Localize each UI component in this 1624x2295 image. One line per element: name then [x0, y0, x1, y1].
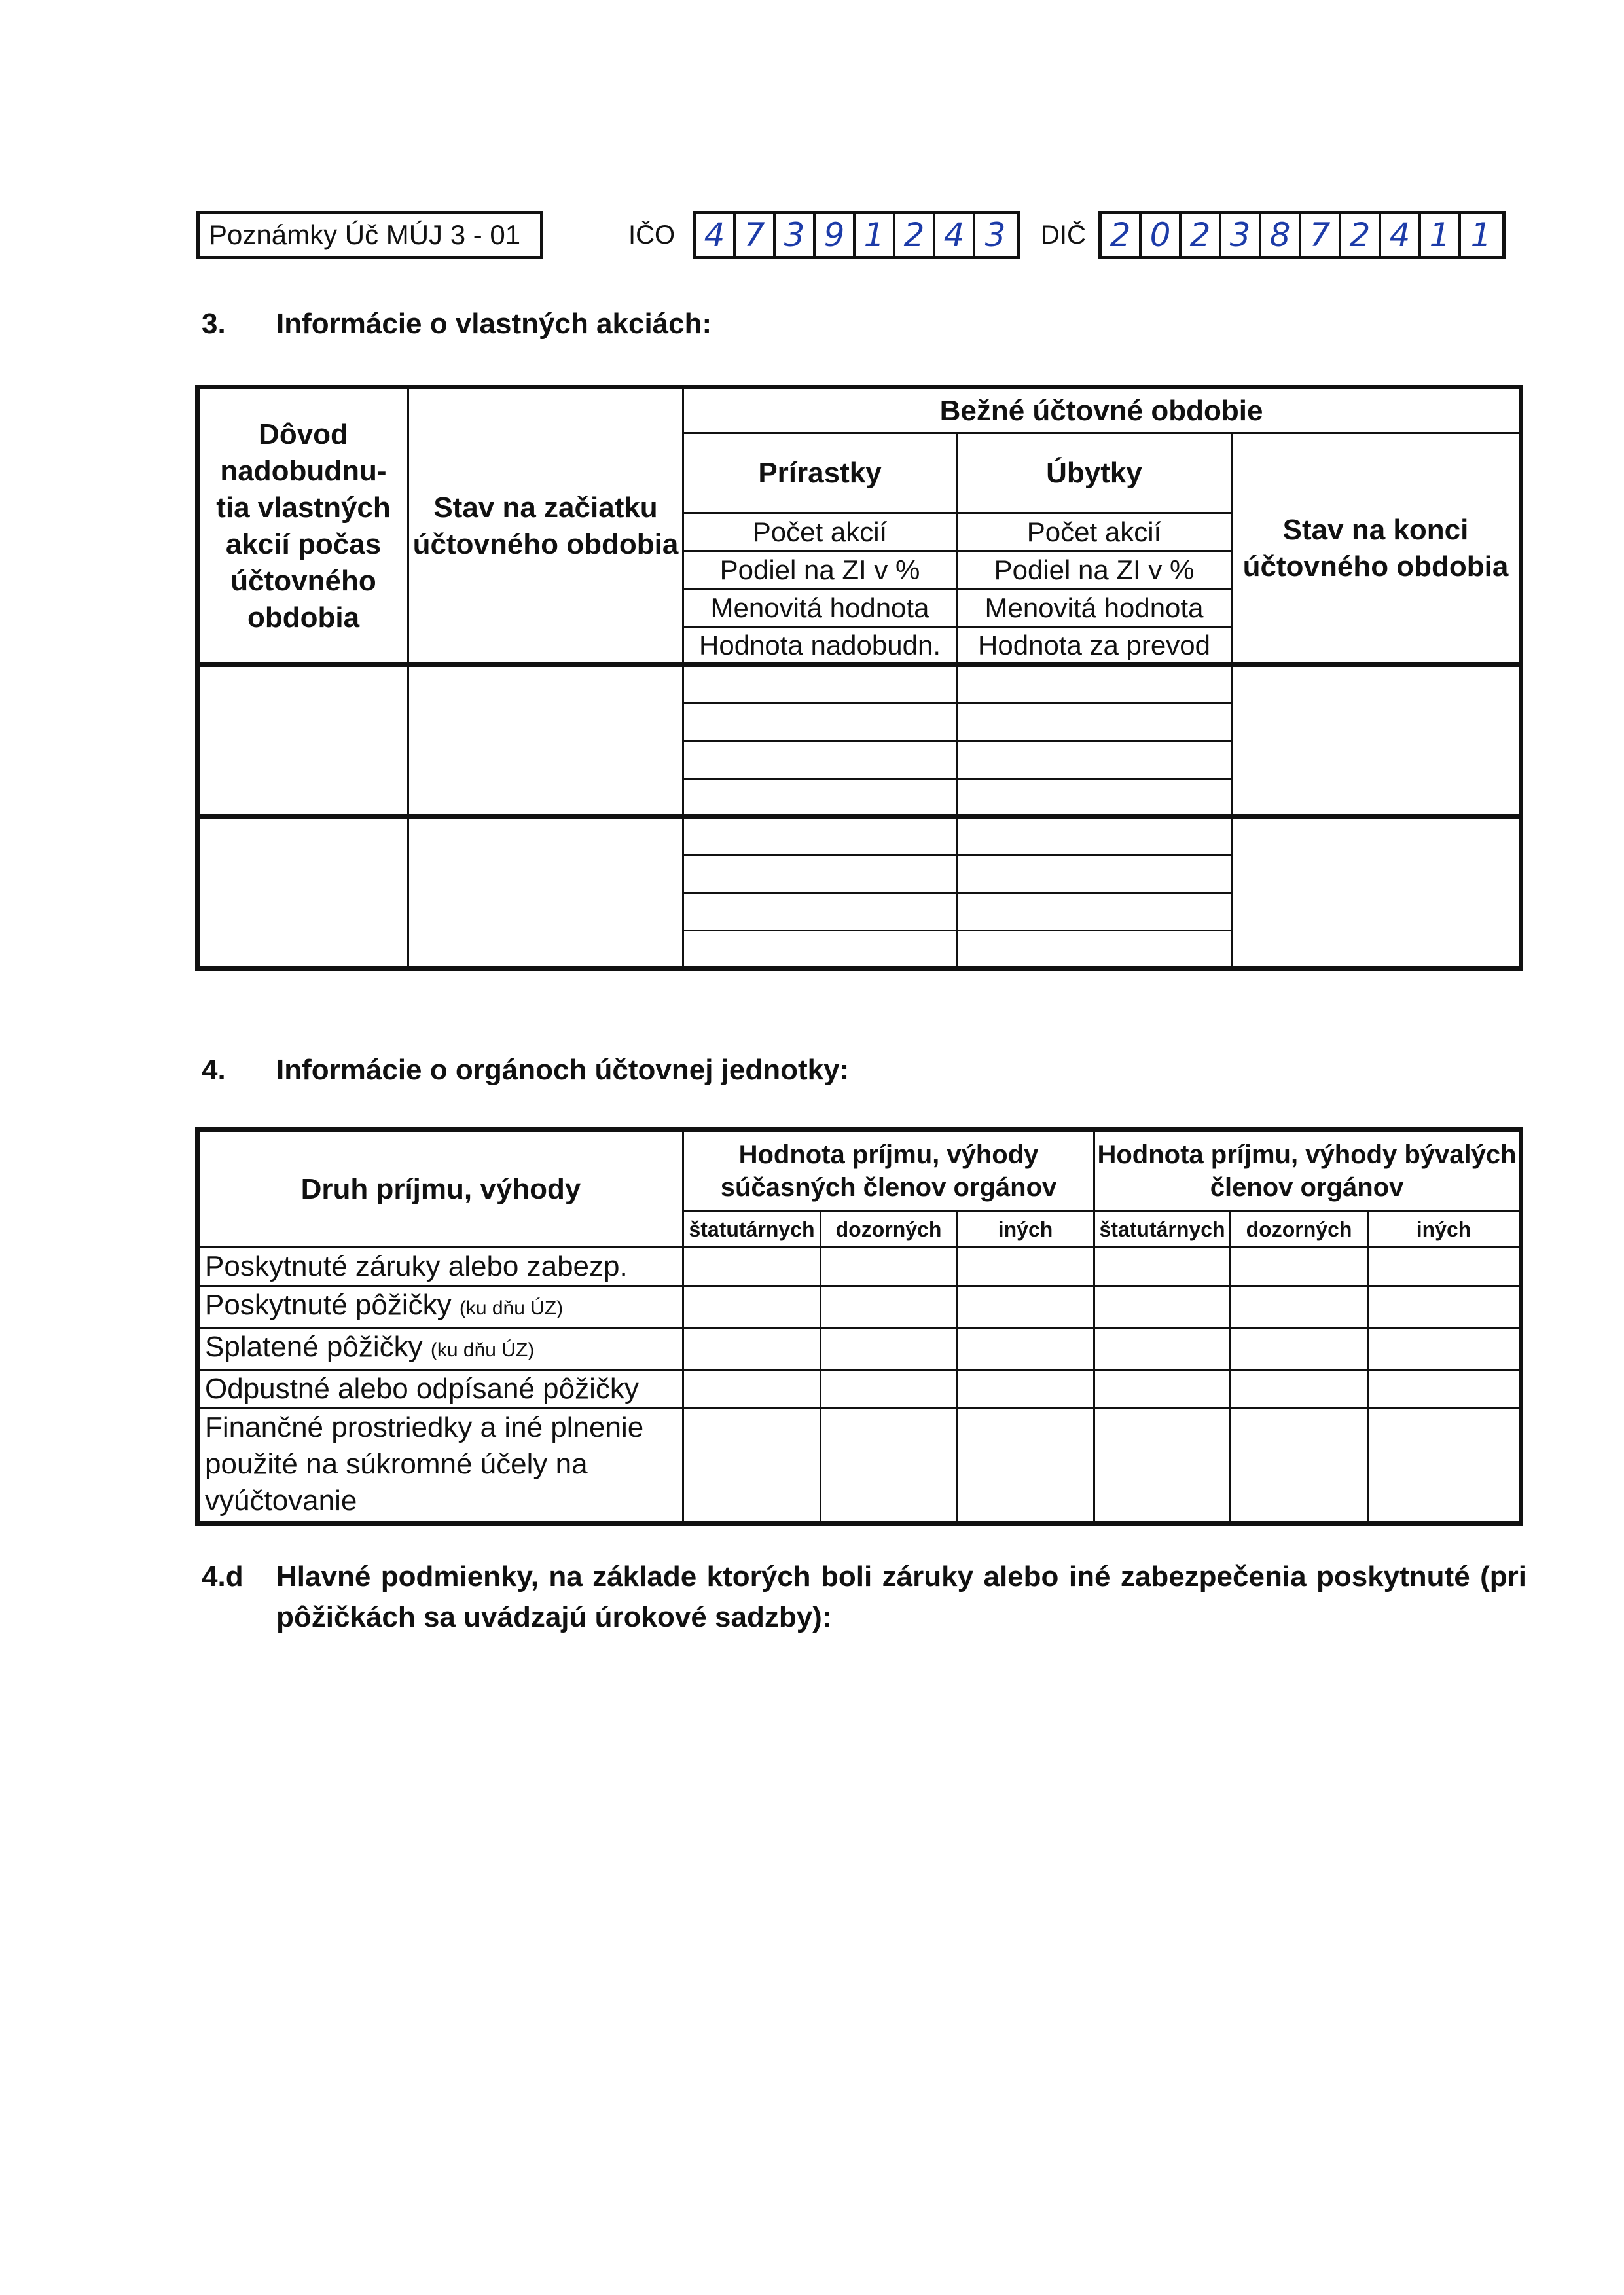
col-end-header: Stav na konci účtovného obdobia	[1232, 433, 1521, 665]
red-cell[interactable]	[957, 893, 1232, 931]
dic-digit: 8	[1261, 214, 1301, 256]
value-cell[interactable]	[1368, 1409, 1521, 1524]
add-cell[interactable]	[683, 817, 957, 855]
red-item: Podiel na ZI v %	[957, 551, 1232, 589]
value-cell[interactable]	[957, 1328, 1094, 1370]
add-item: Podiel na ZI v %	[683, 551, 957, 589]
value-cell[interactable]	[1094, 1409, 1231, 1524]
row-label: Poskytnuté záruky alebo zabezp.	[198, 1248, 683, 1286]
ico-digit: 2	[895, 214, 935, 256]
value-cell[interactable]	[1368, 1370, 1521, 1409]
add-cell[interactable]	[683, 741, 957, 779]
value-cell[interactable]	[1231, 1370, 1368, 1409]
red-cell[interactable]	[957, 703, 1232, 741]
sub-col-statutory: štatutárnych	[683, 1211, 821, 1248]
col-reason-header: Dôvod nadobudnu-tia vlastných akcií počas účtovného obdobia	[198, 388, 408, 665]
dic-digit: 1	[1470, 216, 1492, 254]
ico-digit: 3	[776, 214, 816, 256]
ico-digit: 4	[696, 214, 736, 256]
value-cell[interactable]	[683, 1328, 821, 1370]
sub-col-supervisory: dozorných	[821, 1211, 957, 1248]
row-label: Poskytnuté pôžičky (ku dňu ÚZ)	[198, 1286, 683, 1328]
value-cell[interactable]	[821, 1286, 957, 1328]
add-item: Hodnota nadobudn.	[683, 627, 957, 665]
section-4-title: Informácie o orgánoch účtovnej jednotky:	[276, 1054, 850, 1086]
value-cell[interactable]	[957, 1370, 1094, 1409]
value-cell[interactable]	[1231, 1409, 1368, 1524]
start-cell[interactable]	[408, 817, 683, 969]
current-members-header: Hodnota príjmu, výhody súčasných členov orgánov	[683, 1130, 1094, 1211]
dic-digit: 7	[1301, 214, 1341, 256]
reductions-header: Úbytky	[957, 433, 1232, 513]
dic-field[interactable]	[1098, 211, 1506, 259]
value-cell[interactable]	[1368, 1328, 1521, 1370]
period-header: Bežné účtovné obdobie	[683, 388, 1521, 433]
form-id: Poznámky Úč MÚJ 3 - 01	[209, 219, 521, 250]
red-cell[interactable]	[957, 855, 1232, 893]
col-type-header: Druh príjmu, výhody	[198, 1130, 683, 1248]
sub-col-statutory: štatutárnych	[1094, 1211, 1231, 1248]
dic-digit: 2	[1182, 214, 1221, 256]
row-label: Odpustné alebo odpísané pôžičky	[198, 1370, 683, 1409]
value-cell[interactable]	[957, 1409, 1094, 1524]
add-cell[interactable]	[683, 931, 957, 969]
value-cell[interactable]	[1231, 1286, 1368, 1328]
value-cell[interactable]	[1231, 1248, 1368, 1286]
value-cell[interactable]	[821, 1370, 957, 1409]
add-cell[interactable]	[683, 893, 957, 931]
ico-field[interactable]	[693, 211, 1020, 259]
value-cell[interactable]	[683, 1409, 821, 1524]
own-shares-table	[195, 385, 1523, 971]
red-cell[interactable]	[957, 817, 1232, 855]
add-cell[interactable]	[683, 665, 957, 703]
red-cell[interactable]	[957, 741, 1232, 779]
red-item: Menovitá hodnota	[957, 589, 1232, 627]
section-3-number: 3.	[202, 308, 226, 340]
bodies-table	[195, 1127, 1523, 1526]
row-label: Finančné prostriedky a iné plnenie použité na súkromné účely na vyúčtovanie	[198, 1409, 683, 1524]
value-cell[interactable]	[821, 1409, 957, 1524]
red-item: Hodnota za prevod	[957, 627, 1232, 665]
section-4d-text: Hlavné podmienky, na základe ktorých boli záruky alebo iné zabezpečenia poskytnuté (pri pôžičkách sa uvádzajú úrokové sadzby):	[276, 1561, 1526, 1633]
value-cell[interactable]	[683, 1248, 821, 1286]
ico-digit: 7	[736, 214, 776, 256]
ico-digit: 3	[984, 216, 1006, 254]
value-cell[interactable]	[1231, 1328, 1368, 1370]
former-members-header: Hodnota príjmu, výhody bývalých členov orgánov	[1094, 1130, 1521, 1211]
dic-digit: 2	[1102, 214, 1142, 256]
value-cell[interactable]	[1094, 1286, 1231, 1328]
additions-header: Prírastky	[683, 433, 957, 513]
value-cell[interactable]	[1094, 1370, 1231, 1409]
add-cell[interactable]	[683, 703, 957, 741]
value-cell[interactable]	[1368, 1248, 1521, 1286]
end-cell[interactable]	[1232, 817, 1521, 969]
value-cell[interactable]	[1368, 1286, 1521, 1328]
value-cell[interactable]	[1094, 1328, 1231, 1370]
red-cell[interactable]	[957, 931, 1232, 969]
dic-digit: 1	[1421, 214, 1461, 256]
reason-cell[interactable]	[198, 665, 408, 817]
ico-digit: 4	[935, 214, 975, 256]
ico-digit: 1	[856, 214, 895, 256]
value-cell[interactable]	[821, 1328, 957, 1370]
sub-col-other: iných	[957, 1211, 1094, 1248]
section-4-number: 4.	[202, 1054, 226, 1086]
dic-digit: 3	[1221, 214, 1261, 256]
red-item: Počet akcií	[957, 513, 1232, 551]
reason-cell[interactable]	[198, 817, 408, 969]
col-start-header: Stav na začiatku účtovného obdobia	[408, 388, 683, 665]
sub-col-supervisory: dozorných	[1231, 1211, 1368, 1248]
value-cell[interactable]	[683, 1370, 821, 1409]
sub-col-other: iných	[1368, 1211, 1521, 1248]
section-3-title: Informácie o vlastných akciách:	[276, 308, 712, 340]
value-cell[interactable]	[683, 1286, 821, 1328]
add-cell[interactable]	[683, 855, 957, 893]
end-cell[interactable]	[1232, 665, 1521, 817]
value-cell[interactable]	[1094, 1248, 1231, 1286]
value-cell[interactable]	[957, 1248, 1094, 1286]
add-cell[interactable]	[683, 779, 957, 817]
start-cell[interactable]	[408, 665, 683, 817]
add-item: Menovitá hodnota	[683, 589, 957, 627]
value-cell[interactable]	[957, 1286, 1094, 1328]
ico-label: IČO	[628, 221, 676, 249]
value-cell[interactable]	[821, 1248, 957, 1286]
section-4d-number: 4.d	[202, 1561, 244, 1593]
dic-label: DIČ	[1041, 221, 1086, 249]
add-item: Počet akcií	[683, 513, 957, 551]
ico-digit: 9	[816, 214, 856, 256]
red-cell[interactable]	[957, 779, 1232, 817]
form-id-box	[196, 211, 543, 259]
dic-digit: 0	[1142, 214, 1182, 256]
dic-digit: 2	[1341, 214, 1381, 256]
dic-digit: 4	[1381, 214, 1421, 256]
red-cell[interactable]	[957, 665, 1232, 703]
row-label: Splatené pôžičky (ku dňu ÚZ)	[198, 1328, 683, 1370]
